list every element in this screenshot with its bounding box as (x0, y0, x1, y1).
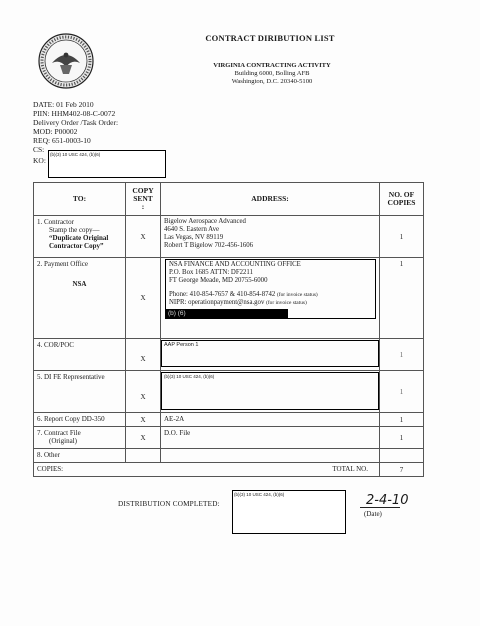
row-sent (126, 449, 161, 463)
row-address: D.O. File (161, 427, 380, 449)
copies-label: COPIES: (37, 465, 64, 473)
row-sent: X (126, 216, 161, 258)
table-row (34, 427, 424, 449)
delivery-order-line: Delivery Order /Task Order: (33, 118, 119, 127)
org-block (0, 62, 480, 86)
table-row (34, 449, 424, 463)
row-copies: 1 (380, 339, 424, 371)
distribution-completed-label: DISTRIBUTION COMPLETED: (118, 500, 220, 508)
table-footer-row (34, 463, 424, 477)
row-address: NSA FINANCE AND ACCOUNTING OFFICE P.O. Box 1685 ATTN: DF2211 FT George Meade, MD 20755-6000 Phone: 410-854-7657 & 410-854-8742 (for invoice status) NIPR: operationpayment@nsa.gov (for invoice status) (b) (6) (161, 258, 380, 339)
redaction-box: (b)(3) 10 USC 424, (b)(6) (48, 150, 166, 178)
redaction-bar: (b) (6) (166, 309, 288, 319)
row-copies: 1 (380, 371, 424, 413)
row-sent: X (126, 427, 161, 449)
row-to: 7. Contract File (Original) (34, 427, 126, 449)
page-title: CONTRACT DIRIBUTION LIST (205, 33, 335, 43)
org-name: VIRGINIA CONTRACTING ACTIVITY (213, 62, 331, 69)
row-sent: X (126, 258, 161, 339)
ko-label: KO: (33, 156, 46, 165)
table-header-row (34, 183, 424, 216)
row-to: 1. Contractor Stamp the copy— “Duplicate Original Contractor Copy” (34, 216, 126, 258)
date-underline (360, 507, 400, 508)
row-sent: X (126, 371, 161, 413)
piin-line: PIIN: HHM402-08-C-0072 (33, 109, 116, 118)
row-to: 6. Report Copy DD-350 (34, 413, 126, 427)
row-copies: 1 (380, 427, 424, 449)
row-copies: 1 (380, 413, 424, 427)
date-label: (Date) (364, 510, 382, 518)
header-copy-sent: COPY SENT : (126, 183, 161, 216)
handwritten-date: 2-4-10 (366, 493, 409, 508)
redaction-box: (b)(3) 10 USC 424, (b)(6) (232, 490, 346, 534)
total-label: TOTAL NO. (332, 465, 368, 473)
table-row (34, 258, 424, 339)
table-row (34, 413, 424, 427)
req-line: REQ: 651-0003-10 (33, 136, 91, 145)
table-row (34, 371, 424, 413)
row-address (161, 449, 380, 463)
row-sent: X (126, 339, 161, 371)
org-address-line: Washington, D.C. 20340-5100 (231, 78, 313, 85)
footer-cell (34, 463, 380, 477)
header-to: TO: (34, 183, 126, 216)
mod-line: MOD: P00002 (33, 127, 78, 136)
row-to: 2. Payment Office NSA (34, 258, 126, 339)
table-row (34, 339, 424, 371)
row-copies (380, 449, 424, 463)
row-to: 8. Other (34, 449, 126, 463)
row-address: Bigelow Aerospace Advanced 4640 S. Eastern Ave Las Vegas, NV 89119 Robert T Bigelow 702-456-1606 (161, 216, 380, 258)
distribution-table (33, 182, 424, 477)
table-row (34, 216, 424, 258)
date-line: DATE: 01 Feb 2010 (33, 100, 94, 109)
org-address-line: Building 6000, Bolling AFB (234, 70, 310, 77)
row-address: (b)(3) 10 USC 424, (b)(6) (161, 371, 380, 413)
row-address: AE-2A (161, 413, 380, 427)
total-value: 7 (380, 463, 424, 477)
row-to: 5. DI FE Representative (34, 371, 126, 413)
header-no-copies: NO. OF COPIES (380, 183, 424, 216)
cs-label: CS: (33, 145, 45, 154)
header-address: ADDRESS: (161, 183, 380, 216)
row-sent: X (126, 413, 161, 427)
row-address: AAP Person 1 (161, 339, 380, 371)
row-copies: 1 (380, 258, 424, 339)
row-to: 4. COR/POC (34, 339, 126, 371)
row-copies: 1 (380, 216, 424, 258)
